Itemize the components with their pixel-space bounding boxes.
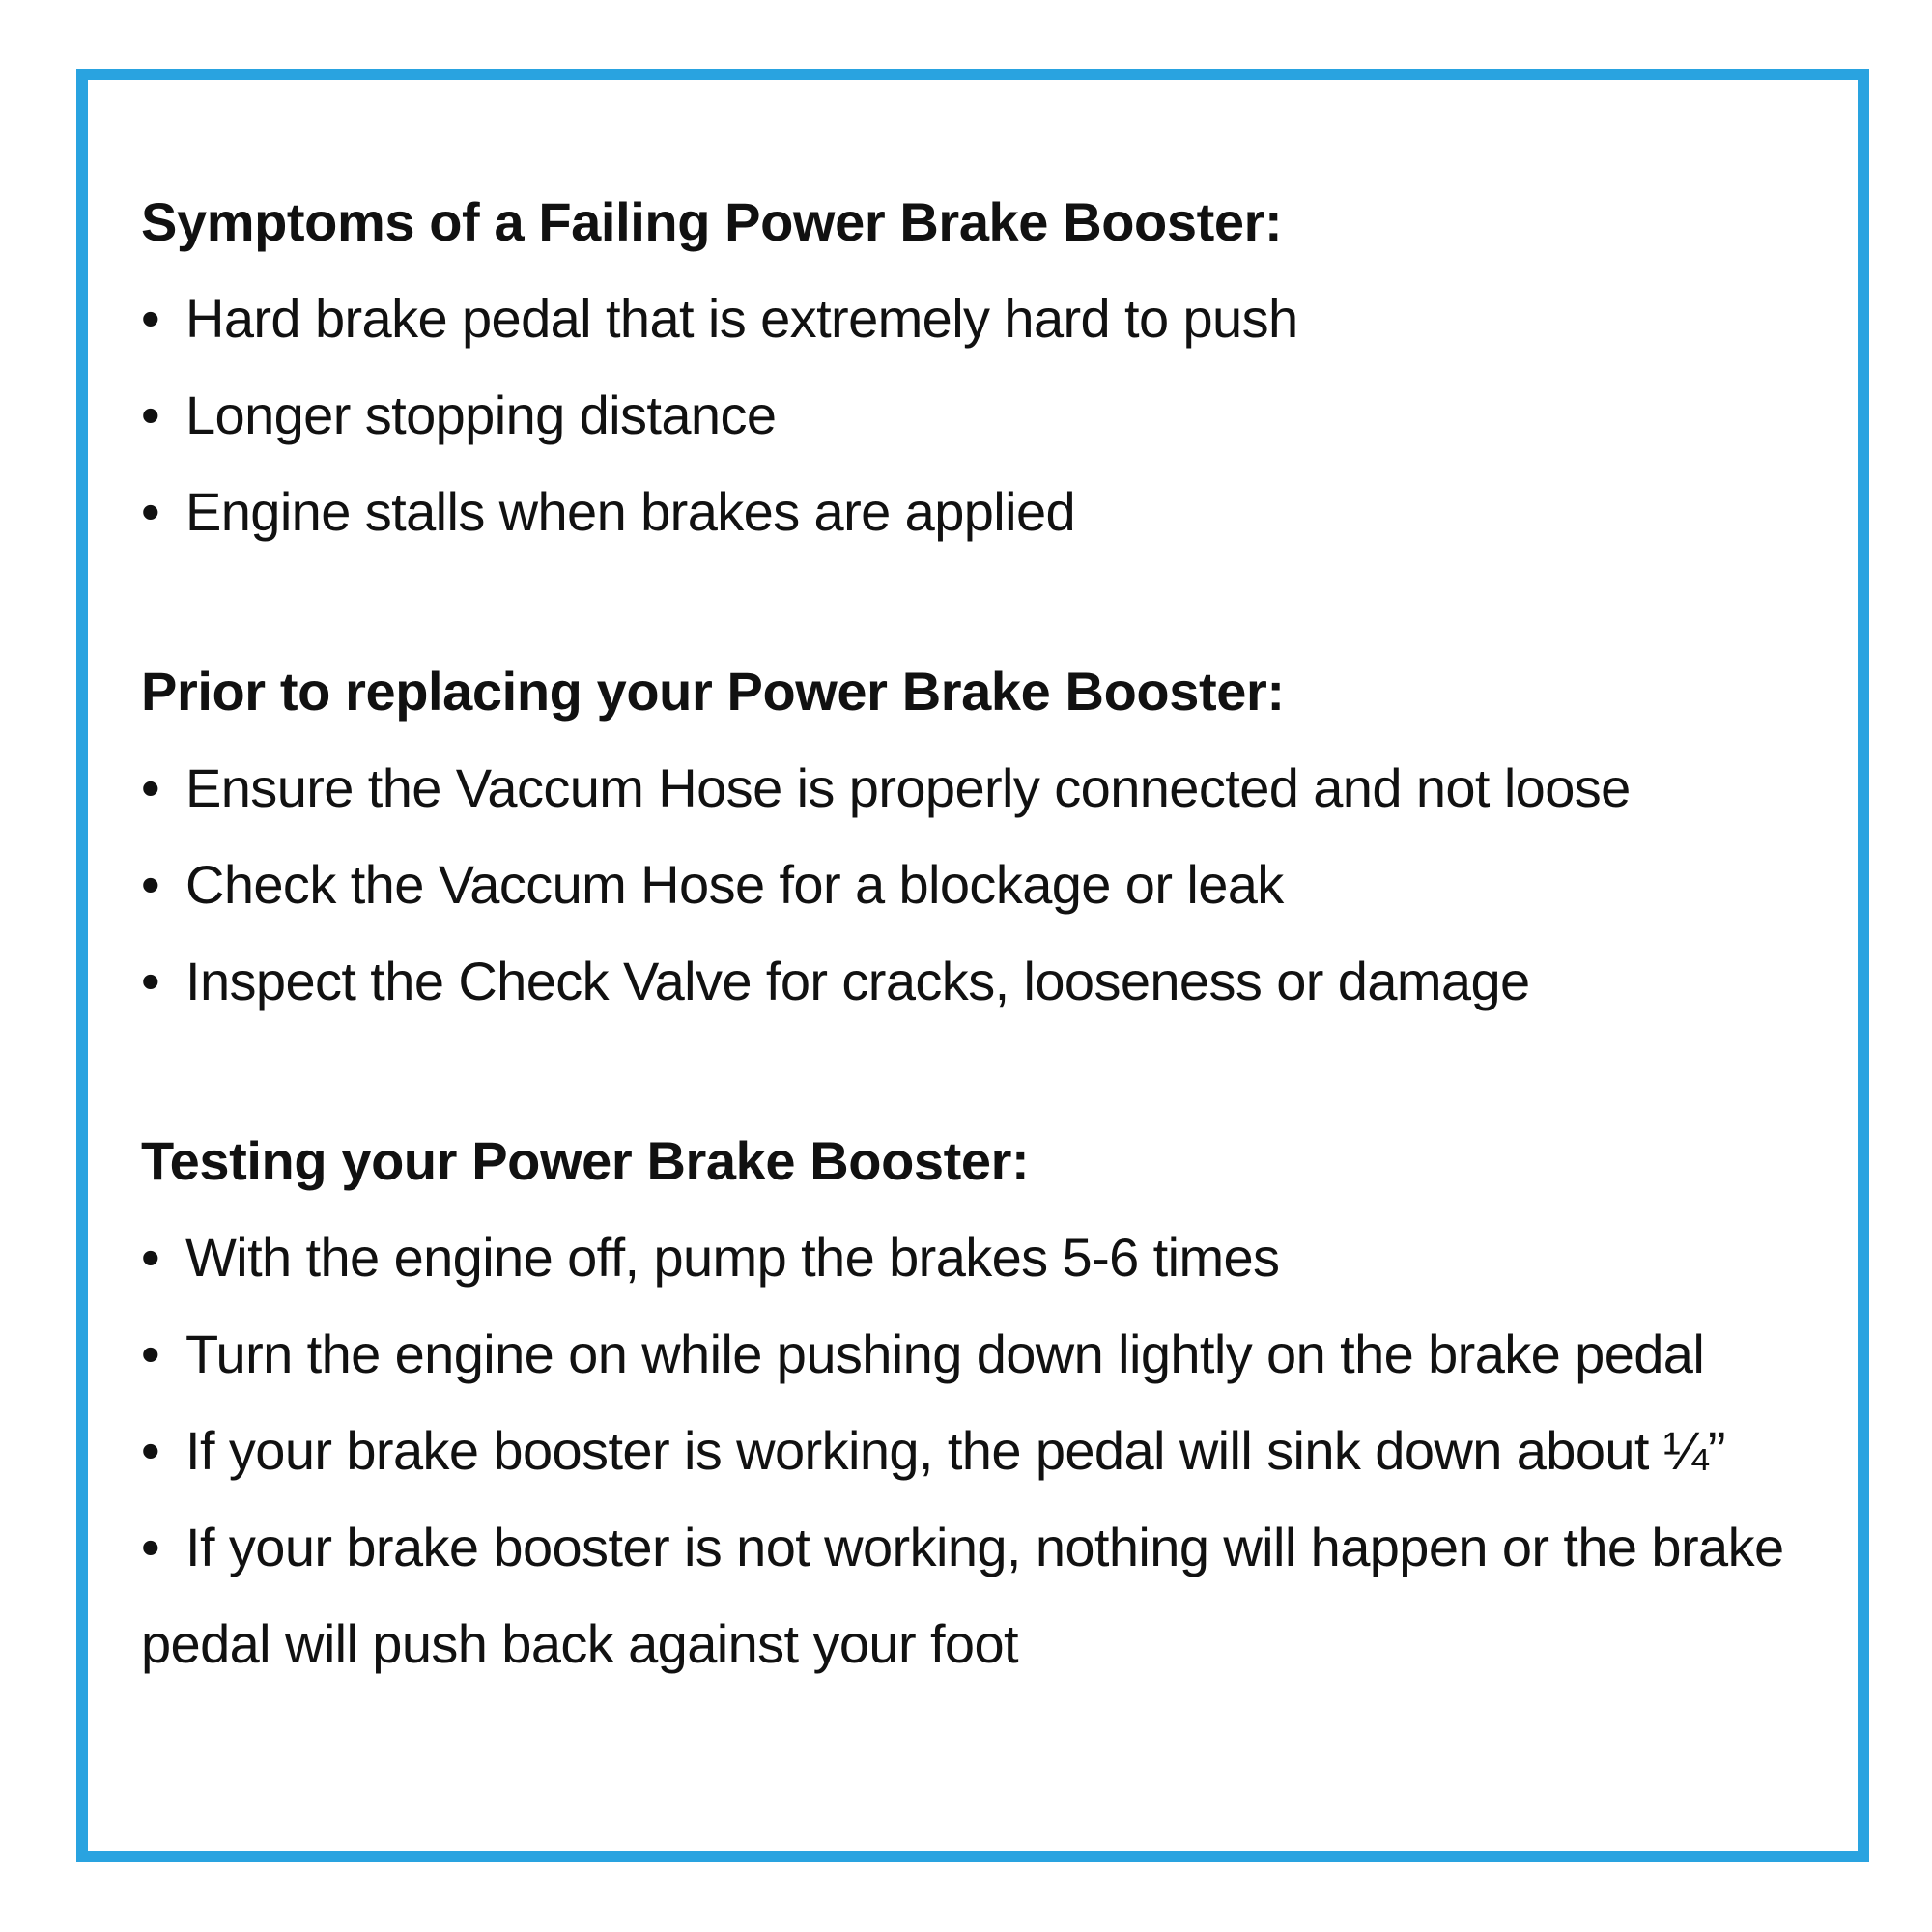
list-item [141, 1209, 1851, 1306]
section-title-prior: Prior to replacing your Power Brake Booster: [141, 661, 1285, 722]
list-item [141, 837, 1851, 933]
bullet-icon: • [141, 1420, 160, 1481]
bullet-icon: • [141, 1517, 160, 1577]
list-item [141, 1499, 1803, 1692]
bullet-icon: • [141, 288, 160, 349]
list-item-text: Ensure the Vaccum Hose is properly connected and not loose [185, 757, 1631, 818]
list-item-text: Check the Vaccum Hose for a blockage or leak [185, 854, 1284, 915]
list-item-text: If your brake booster is not working, nothing will happen or the brake pedal will push back against your foot [141, 1517, 1784, 1674]
list-item-text: If your brake booster is working, the pedal will sink down about ¼” [185, 1420, 1725, 1481]
list-item-text: Hard brake pedal that is extremely hard to push [185, 288, 1298, 349]
list-item-text: Engine stalls when brakes are applied [185, 481, 1076, 542]
list-item [141, 464, 1851, 560]
section-title-testing: Testing your Power Brake Booster: [141, 1130, 1030, 1191]
bullet-icon: • [141, 854, 160, 915]
list-item-text: With the engine off, pump the brakes 5-6 times [185, 1227, 1280, 1288]
section-prior [141, 643, 1851, 1030]
bullet-icon: • [141, 757, 160, 818]
section-testing [141, 1113, 1851, 1692]
bullet-icon: • [141, 384, 160, 445]
list-item [141, 1306, 1851, 1403]
list-item-text: Inspect the Check Valve for cracks, looseness or damage [185, 951, 1530, 1011]
list-item [141, 740, 1851, 837]
list-item [141, 367, 1851, 464]
bullet-icon: • [141, 1323, 160, 1384]
bullet-icon: • [141, 951, 160, 1011]
section-title-symptoms: Symptoms of a Failing Power Brake Booster: [141, 191, 1283, 252]
list-item-text: Longer stopping distance [185, 384, 777, 445]
list-item [141, 270, 1851, 367]
list-item [141, 1403, 1851, 1499]
section-symptoms [141, 174, 1851, 560]
bullet-icon: • [141, 481, 160, 542]
list-item [141, 933, 1851, 1030]
info-card-content [141, 174, 1851, 1776]
list-item-text: Turn the engine on while pushing down lightly on the brake pedal [185, 1323, 1705, 1384]
bullet-icon: • [141, 1227, 160, 1288]
